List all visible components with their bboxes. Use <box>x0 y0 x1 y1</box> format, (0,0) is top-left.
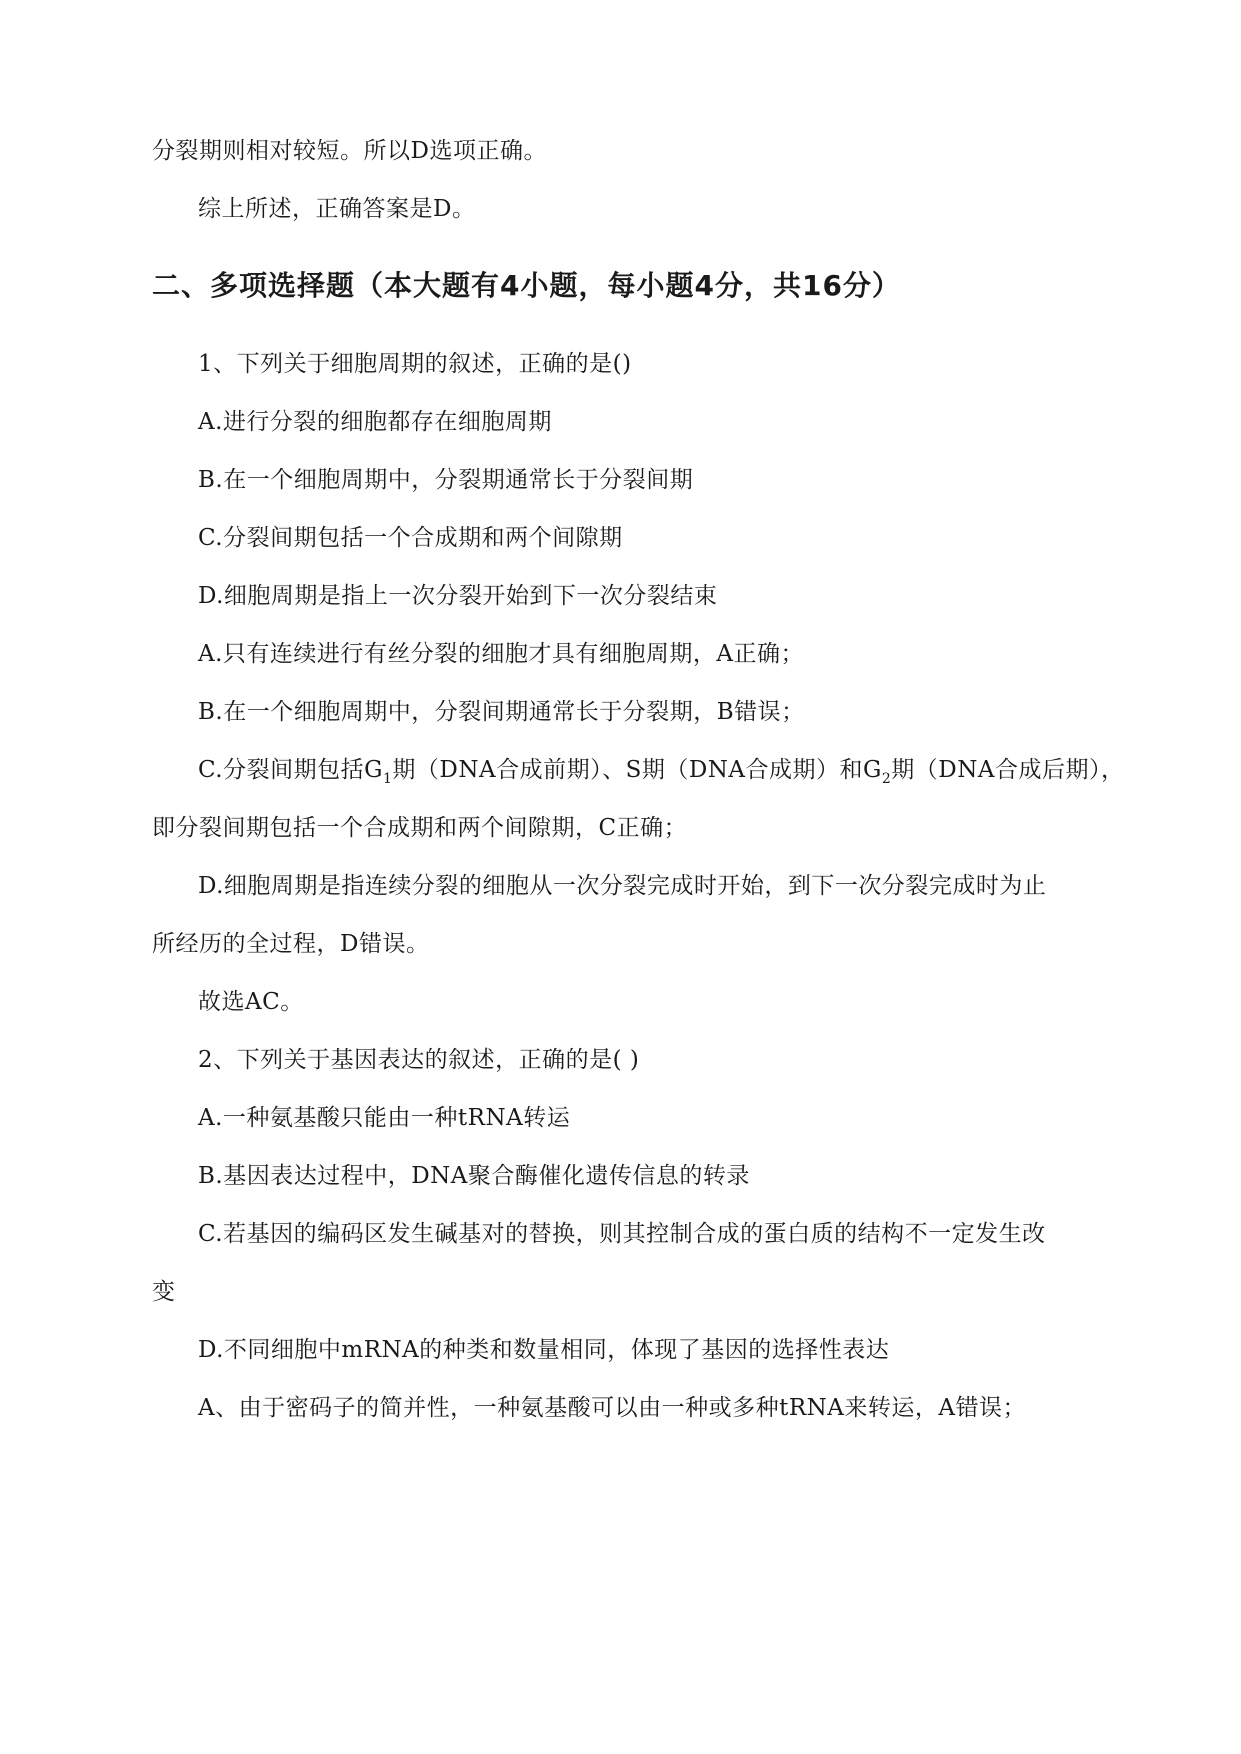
explanation-a: A.只有连续进行有丝分裂的细胞才具有细胞周期，A正确； <box>198 641 805 667</box>
paragraph-line: 综上所述，正确答案是D。 <box>198 196 476 222</box>
option-b: B.在一个细胞周期中，分裂期通常长于分裂间期 <box>198 467 694 493</box>
explanation-c-part: 期（DNA合成后期）， <box>891 757 1125 783</box>
explanation-b: B.在一个细胞周期中，分裂间期通常长于分裂期，B错误； <box>198 699 805 725</box>
option-a: A.一种氨基酸只能由一种tRNA转运 <box>198 1105 571 1131</box>
section-title: 二、多项选择题（本大题有4小题，每小题4分，共16分） <box>152 269 901 302</box>
subscript: 2 <box>881 771 892 787</box>
option-c: C.若基因的编码区发生碱基对的替换，则其控制合成的蛋白质的结构不一定发生改 <box>198 1221 1046 1247</box>
explanation-d-continued: 所经历的全过程，D错误。 <box>152 931 430 957</box>
explanation-d: D.细胞周期是指连续分裂的细胞从一次分裂完成时开始，到下一次分裂完成时为止 <box>198 873 1047 899</box>
explanation-c-part: 期（DNA合成前期）、S期（DNA合成期）和G <box>392 757 882 783</box>
option-c: C.分裂间期包括一个合成期和两个间隙期 <box>198 525 623 551</box>
option-a: A.进行分裂的细胞都存在细胞周期 <box>198 409 552 435</box>
option-d: D.不同细胞中mRNA的种类和数量相同，体现了基因的选择性表达 <box>198 1337 890 1363</box>
question-stem: 2、下列关于基因表达的叙述，正确的是( ) <box>198 1047 640 1073</box>
explanation-c-part: C.分裂间期包括G <box>198 757 383 783</box>
option-c-continued: 变 <box>152 1279 176 1305</box>
option-d: D.细胞周期是指上一次分裂开始到下一次分裂结束 <box>198 583 718 609</box>
question-stem: 1、下列关于细胞周期的叙述，正确的是() <box>198 351 632 377</box>
explanation-a: A、由于密码子的简并性，一种氨基酸可以由一种或多种tRNA来转运，A错误； <box>198 1395 1027 1421</box>
option-b: B.基因表达过程中，DNA聚合酶催化遗传信息的转录 <box>198 1163 750 1189</box>
explanation-c <box>198 755 1124 794</box>
paragraph-line: 分裂期则相对较短。所以D选项正确。 <box>152 138 547 164</box>
subscript: 1 <box>382 771 393 787</box>
answer: 故选AC。 <box>198 989 304 1015</box>
explanation-c-continued: 即分裂间期包括一个合成期和两个间隙期，C正确； <box>152 815 688 841</box>
